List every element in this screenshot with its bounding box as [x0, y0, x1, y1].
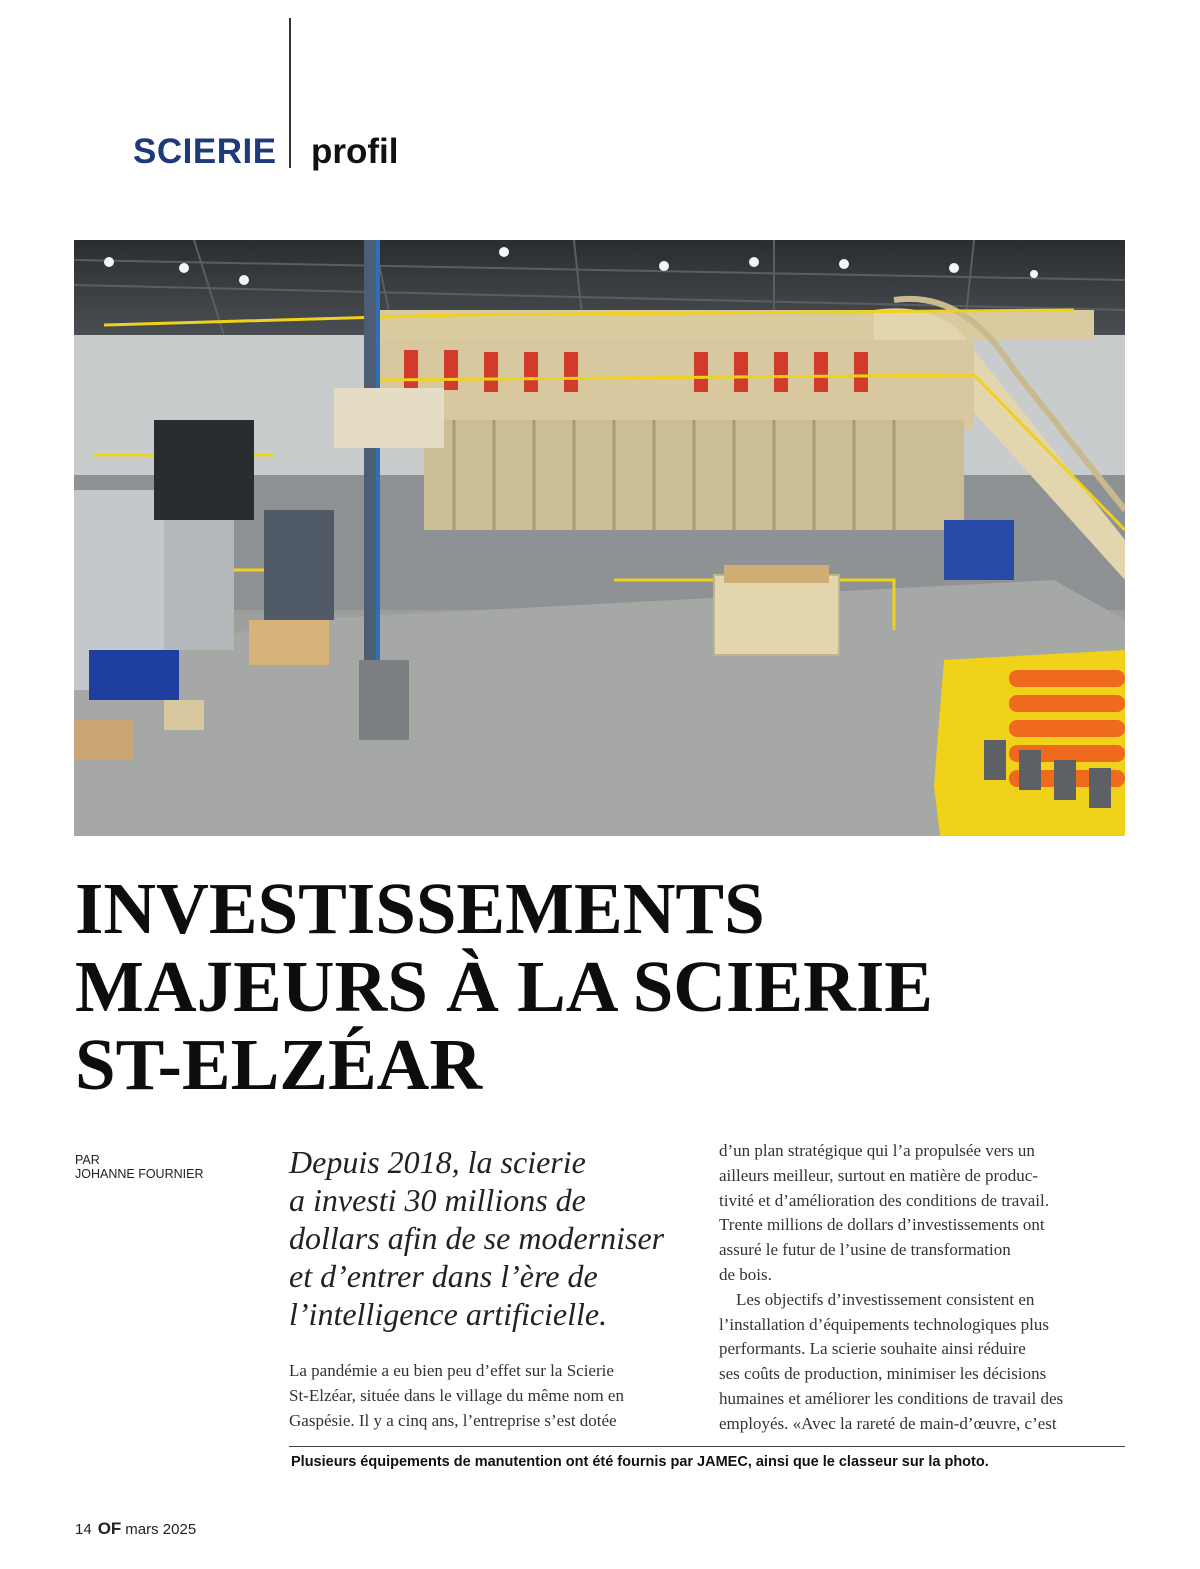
page-number: 14: [75, 1521, 92, 1538]
body-line: tivité et d’amélioration des conditions de travail.: [719, 1190, 1049, 1210]
caption-divider: [289, 1446, 1125, 1447]
body-column-1: [289, 1359, 624, 1433]
body-line: assuré le futur de l’usine de transformation: [719, 1240, 1011, 1260]
body-line: Trente millions de dollars d’investissements ont: [719, 1215, 1045, 1235]
headline-line: MAJEURS À LA SCIERIE: [75, 946, 933, 1027]
body-line: de bois.: [719, 1264, 772, 1284]
deck: [289, 1143, 709, 1333]
body-column-2: [719, 1139, 1063, 1437]
magazine-logo: OF: [97, 1519, 122, 1538]
byline: [75, 1153, 203, 1181]
deck-line: dollars afin de se moderniser: [289, 1220, 665, 1256]
deck-line: Depuis 2018, la scierie: [289, 1144, 586, 1180]
section-label: SCIERIE: [133, 132, 277, 171]
body-line: St-Elzéar, située dans le village du même nom en: [289, 1385, 624, 1405]
body-line: ses coûts de production, minimiser les décisions: [719, 1364, 1047, 1384]
body-line: l’installation d’équipements technologiques plus: [719, 1314, 1050, 1334]
body-line: employés. «Avec la rareté de main-d’œuvre, c’est: [719, 1413, 1057, 1433]
body-line: Les objectifs d’investissement consistent en: [719, 1289, 1035, 1309]
photo-caption: Plusieurs équipements de manutention ont été fournis par JAMEC, ainsi que le classeur sur la photo.: [291, 1454, 989, 1470]
author-name: JOHANNE FOURNIER: [75, 1167, 204, 1181]
body-line: humaines et améliorer les conditions de travail des: [719, 1388, 1064, 1408]
subsection-label: profil: [311, 132, 399, 171]
deck-line: et d’entrer dans l’ère de: [289, 1258, 598, 1294]
section-divider: [289, 18, 291, 168]
deck-line: a investi 30 millions de: [289, 1182, 586, 1218]
deck-line: l’intelligence artificielle.: [289, 1296, 608, 1332]
body-line: Gaspésie. Il y a cinq ans, l’entreprise s’est dotée: [289, 1410, 617, 1430]
headline: [75, 870, 1135, 1104]
issue-date: mars 2025: [125, 1521, 197, 1538]
headline-line: ST-ELZÉAR: [75, 1024, 483, 1105]
byline-prefix: PAR: [75, 1153, 100, 1167]
hero-photo: [74, 240, 1125, 836]
body-line: La pandémie a eu bien peu d’effet sur la Scierie: [289, 1361, 614, 1380]
body-line: d’un plan stratégique qui l’a propulsée vers un: [719, 1141, 1035, 1160]
body-line: ailleurs meilleur, surtout en matière de produc-: [719, 1165, 1038, 1185]
body-line: performants. La scierie souhaite ainsi réduire: [719, 1339, 1026, 1359]
headline-line: INVESTISSEMENTS: [75, 868, 765, 949]
page-footer: [75, 1519, 196, 1539]
